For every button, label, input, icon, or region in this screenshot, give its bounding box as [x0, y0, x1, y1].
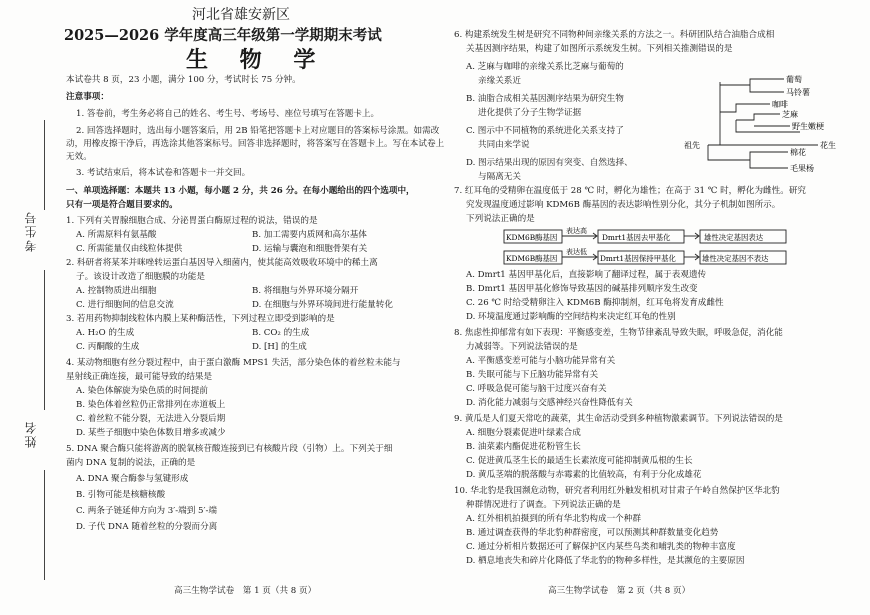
question-option: B. 将细胞与外界环境分隔开 [252, 286, 359, 296]
question-stem: 4. 某动物细胞有丝分裂过程中，由于蛋白激酶 MPS1 失活，部分染色体的着丝粒未能与 [66, 358, 401, 368]
question-option: D. 黄瓜茎端的脱落酸与赤霉素的比值较高，有利于分化成雄花 [466, 470, 702, 480]
question-stem: 3. 若用药物抑制线粒体内膜上某种酶活性，下列过程立即受到影响的是 [66, 314, 335, 324]
question-option: A. 红外相机拍摄到的所有华北豹构成一个种群 [466, 514, 641, 524]
question-stem: 7. 红耳龟的受精卵在温度低于 28 ℃ 时，孵化为雄性；在高于 31 ℃ 时，孵化为雌性。研究 [454, 186, 807, 196]
exam-number-line [44, 120, 45, 210]
question-option: D. 某些子细胞中染色体数目增多或减少 [76, 428, 226, 438]
arrow-high-label: 表达高 [566, 227, 587, 235]
expression-label: 雄性决定基因表达 [704, 233, 764, 242]
tree-leaf-sesame: 芝麻 [782, 110, 798, 119]
question-option: 共同由来学说 [478, 140, 530, 150]
question-option: D. 运输与囊泡和细胞骨架有关 [252, 244, 368, 254]
question-option: 亲缘关系近 [478, 76, 521, 86]
question-stem: 种群情况进行了调查。下列说法正确的是 [466, 500, 621, 510]
instruction-line: 3. 考试结束后，将本试卷和答题卡一并交回。 [76, 168, 251, 178]
page-footer: 高三生物学试卷 第 2 页（共 8 页） [548, 586, 691, 596]
question-option: B. 通过调查获得的华北豹种群密度，可以预测其种群数量变化趋势 [466, 528, 719, 538]
question-option: C. 两条子链延伸方向为 3′-端到 5′-端 [76, 506, 217, 516]
question-option: 进化提供了分子生物学证据 [478, 108, 582, 118]
question-option: A. 所需原料有氨基酸 [76, 230, 157, 240]
question-stem: 力减弱等。下列说法错误的是 [466, 342, 578, 352]
question-stem: 究发现温度通过影响 KDM6B 酶基因的表达影响性别分化，其分子机制如图所示。 [466, 200, 781, 210]
question-option: C. 着丝粒不能分裂，无法进入分裂后期 [76, 414, 226, 424]
question-option: C. 26 ℃ 时给受精卵注入 KDM6B 酶抑制剂，红耳龟将发育成雌性 [466, 298, 724, 308]
phylogenetic-tree [680, 72, 864, 174]
question-stem: 关基因测序结果，构建了如图所示系统发生树。下列相关推测错误的是 [466, 44, 733, 54]
question-option: B. 油脂合成相关基因测序结果为研究生物 [466, 94, 624, 104]
question-stem: 1. 下列有关胃腺细胞合成、分泌胃蛋白酶原过程的说法，错误的是 [66, 216, 318, 226]
question-option: A. 染色体解旋为染色质的时间提前 [76, 386, 208, 396]
question-option: A. H₂O 的生成 [76, 328, 135, 338]
question-option: A. Dmrt1 基因甲基化后，直接影响了翻译过程，属于表观遗传 [466, 270, 707, 280]
instruction-line: 2. 回答选择题时，选出每小题答案后，用 2B 铅笔把答题卡上对应题目的答案标号涂黑。如需改 [76, 126, 440, 136]
enzyme-label-low: KDM6B酶基因 [506, 254, 558, 263]
instructions-heading: 注意事项： [66, 92, 109, 102]
tree-root-label: 祖先 [684, 141, 700, 150]
question-option: A. 控制物质进出细胞 [76, 286, 157, 296]
tree-leaf-cotton: 棉花 [790, 148, 806, 157]
question-option: D. 环境温度通过影响酶的空间结构来决定红耳龟的性别 [466, 312, 676, 322]
mechanism-diagram [492, 226, 812, 268]
question-option: D. 栖息地丧失和碎片化降低了华北豹的物种多样性，是其濒危的主要原因 [466, 556, 745, 566]
subject-title: 生 物 学 [186, 47, 328, 73]
methylation-label: Dmrt1基因保持甲基化 [600, 254, 676, 263]
question-stem: 9. 黄瓜是人们夏天常吃的蔬菜，其生命活动受到多种植物激素调节。下列说法错误的是 [454, 414, 783, 424]
question-option: B. Dmrt1 基因甲基化修饰导致基因的碱基排列顺序发生改变 [466, 284, 698, 294]
enzyme-label: KDM6B酶基因 [506, 233, 558, 242]
tree-leaf-poplar: 毛果杨 [790, 164, 814, 173]
question-option: A. 芝麻与咖啡的亲缘关系比芝麻与葡萄的 [466, 62, 624, 72]
demethylation-label: Dmrt1基因去甲基化 [602, 233, 671, 242]
tree-leaf-peanut: 花生 [820, 141, 836, 150]
exam-number-label: 考生号 [24, 210, 38, 252]
tree-leaf-coffee: 咖啡 [772, 100, 788, 109]
section-heading: 一、单项选择题：本题共 13 小题，每小题 2 分，共 26 分。在每小题给出的四个选项中， [66, 186, 415, 196]
question-option: C. 进行细胞间的信息交流 [76, 300, 174, 310]
exam-info-line: 本试卷共 8 页，23 小题，满分 100 分，考试时长 75 分钟。 [66, 75, 301, 85]
question-option: C. 通过分析相片数据还可了解保护区内某些鸟类和哺乳类的物种丰富度 [466, 542, 736, 552]
name-line [44, 470, 45, 580]
exam-title: 2025—2026 学年度高三年级第一学期期末考试 [64, 27, 382, 44]
question-option: D. 在细胞与外界环境间进行能量转化 [252, 300, 393, 310]
tree-leaf-potato: 马铃薯 [786, 88, 810, 97]
exam-number-fill-line [44, 270, 45, 410]
question-option: B. 加工需要内质网和高尔基体 [252, 230, 367, 240]
question-option: D. [H] 的生成 [252, 342, 307, 352]
question-option: B. 油菜素内酯促进花粉管生长 [466, 442, 581, 452]
question-option: D. 消化能力减弱与交感神经兴奋性降低有关 [466, 398, 633, 408]
question-option: 与隔离无关 [478, 172, 521, 182]
question-option: B. 染色体着丝粒仍正常排列在赤道板上 [76, 400, 226, 410]
question-stem: 下列说法正确的是 [466, 214, 535, 224]
arrow-low-label: 表达低 [566, 248, 587, 256]
name-label: 姓名 [24, 420, 38, 448]
question-stem: 6. 构建系统发生树是研究不同物种间亲缘关系的方法之一。科研团队结合油脂合成相 [454, 30, 775, 40]
question-option: C. 促进黄瓜茎生长的最适生长素浓度可能抑制黄瓜根的生长 [466, 456, 693, 466]
question-stem: 菌内 DNA 复制的说法，正确的是 [66, 458, 196, 468]
question-option: D. 图示结果出现的原因有突变、自然选择、 [466, 158, 633, 168]
instruction-line: 1. 答卷前，考生务必将自己的姓名、考生号、考场号、座位号填写在答题卡上。 [76, 109, 380, 119]
question-option: C. 呼吸急促可能与脑干过度兴奋有关 [466, 384, 607, 394]
question-option: A. 平衡感变差可能与小脑功能异常有关 [466, 356, 616, 366]
question-option: B. CO₂ 的生成 [252, 328, 310, 338]
question-stem: 子。该设计改造了细胞膜的功能是 [76, 272, 205, 282]
question-stem: 5. DNA 聚合酶只能将游离的脱氧核苷酸连接到已有核酸片段（引物）上。下列关于细 [66, 444, 393, 454]
question-stem: 10. 华北豹是我国濒危动物，研究者利用红外触发相机对甘肃子午岭自然保护区华北豹 [454, 486, 780, 496]
instruction-line: 动，用橡皮擦干净后，再选涂其他答案标号。回答非选择题时，将答案写在答题卡上。写在本试卷上 [66, 139, 445, 149]
instruction-line: 无效。 [66, 152, 92, 162]
question-option: B. 失眠可能与下丘脑功能异常有关 [466, 370, 599, 380]
no-expression-label: 雄性决定基因不表达 [702, 254, 769, 263]
tree-leaf-grape: 葡萄 [786, 75, 802, 84]
question-option: C. 丙酮酸的生成 [76, 342, 140, 352]
question-option: A. DNA 聚合酶参与氢键形成 [76, 474, 189, 484]
page-footer: 高三生物学试卷 第 1 页（共 8 页） [174, 586, 317, 596]
question-stem: 8. 焦虑性抑郁常有如下表现：平衡感变差，生物节律紊乱导致失眠，呼吸急促，消化能 [454, 328, 783, 338]
region-title: 河北省雄安新区 [192, 7, 290, 23]
question-option: D. 子代 DNA 随着丝粒的分裂而分离 [76, 522, 218, 532]
tree-leaf-wild: 野生嫩梗 [792, 122, 824, 131]
question-option: C. 图示中不同植物的系统进化关系支持了 [466, 126, 624, 136]
question-stem: 2. 科研者将某苯并咪唑转运蛋白基因导入细菌内，使其能高效吸收环境中的稀土离 [66, 258, 378, 268]
question-option: A. 细胞分裂素促进叶绿素合成 [466, 428, 581, 438]
section-heading: 只有一项是符合题目要求的。 [66, 200, 178, 210]
question-stem: 星射线正确连接，最可能导致的结果是 [66, 372, 213, 382]
binding-strip [0, 0, 58, 615]
question-option: B. 引物可能是核糖核酸 [76, 490, 166, 500]
question-option: C. 所需能量仅由线粒体提供 [76, 244, 183, 254]
